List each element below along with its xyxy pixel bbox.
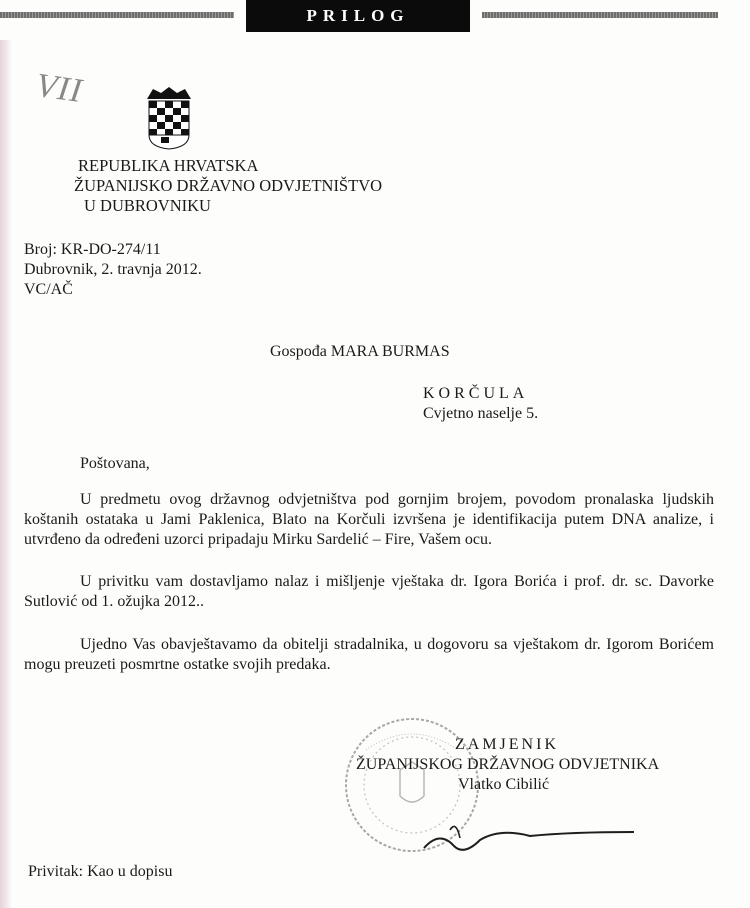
page-edge-shadow xyxy=(0,40,12,908)
salutation: Poštovana, xyxy=(80,455,150,472)
authority-line-2: ŽUPANIJSKO DRŽAVNO ODVJETNIŠTVO xyxy=(74,176,383,195)
prilog-header: PRILOG xyxy=(246,0,470,32)
recipient-street: Cvjetno naselje 5. xyxy=(423,405,539,422)
handwritten-mark: VII xyxy=(33,66,85,111)
signatory-name: Vlatko Cibilić xyxy=(458,776,550,793)
body-paragraph-1: U predmetu ovog državnog odvjetništva pod gornjim brojem, povodom pronalaska ljudskih koštanih ostataka u Jami Paklenica, Blato na Korčuli izvršena je identifikacija putem DNA analize, i utvrđeno da određeni uzorci pripadaju Mirku Sardelić – Fire, Vašem ocu. xyxy=(24,491,714,548)
reference-initials: VC/AČ xyxy=(24,281,73,298)
issuing-authority xyxy=(74,156,383,216)
body-paragraph-2: U privitku vam dostavljamo nalaz i mišljenje vještaka dr. Igora Borića i prof. dr. sc. Davorke Sutlović od 1. ožujka 2012.. xyxy=(24,573,714,610)
recipient-city: KORČULA xyxy=(423,385,529,402)
handwritten-signature-icon xyxy=(420,810,640,860)
signatory-title: ZAMJENIK xyxy=(455,736,559,753)
croatian-coat-of-arms-icon xyxy=(143,85,195,151)
body-paragraph-3: Ujedno Vas obavještavamo da obitelji stradalnika, u dogovoru sa vještakom dr. Igorom Borićem mogu preuzeti posmrtne ostatke svojih predaka. xyxy=(24,636,714,673)
attachment-note: Privitak: Kao u dopisu xyxy=(28,863,173,880)
place-and-date: Dubrovnik, 2. travnja 2012. xyxy=(24,261,202,278)
checkerboard-shield xyxy=(149,101,189,149)
header-rule-right xyxy=(482,12,718,18)
reference-block xyxy=(24,240,202,300)
signatory-office: ŽUPANIJSKOG DRŽAVNOG ODVJETNIKA xyxy=(356,756,660,773)
reference-number: Broj: KR-DO-274/11 xyxy=(24,241,161,258)
authority-line-3: U DUBROVNIKU xyxy=(84,196,211,215)
recipient-name: Gospođa MARA BURMAS xyxy=(270,343,450,360)
header-rule-left xyxy=(0,12,234,18)
authority-line-1: REPUBLIKA HRVATSKA xyxy=(78,156,259,175)
